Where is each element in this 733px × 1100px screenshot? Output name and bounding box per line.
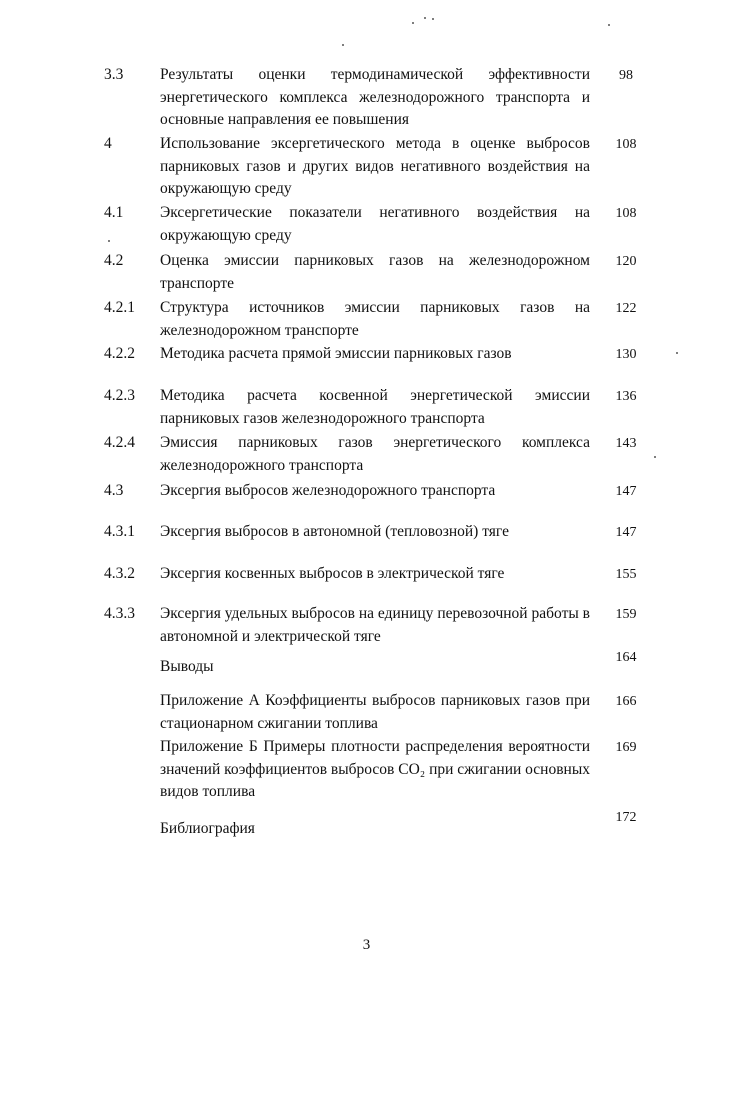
toc-entry-page: 108	[615, 206, 637, 221]
toc-entry-page: 136	[615, 389, 637, 404]
toc-entry-page: 130	[615, 347, 637, 362]
toc-entry-title: Оценка эмиссии парниковых газов на железнодорожном транспорте	[160, 252, 590, 292]
toc-entry-number: 4.3.3	[104, 605, 135, 622]
toc-entry-page: 143	[615, 436, 637, 451]
toc-entry-page: 169	[615, 740, 637, 755]
toc-entry-title: Эксергия выбросов железнодорожного транспорта	[160, 482, 496, 499]
scan-speck	[654, 456, 656, 458]
toc-entry-page: 147	[615, 484, 637, 499]
toc-entry-number: 4.1	[104, 204, 124, 221]
toc-entry-number: 4.2.3	[104, 387, 135, 404]
toc-entry-title: Методика расчета прямой эмиссии парниковых газов	[160, 345, 512, 362]
toc-entry-title: Библиография	[160, 820, 255, 837]
toc-entry-title: Эксергетические показатели негативного воздействия на окружающую среду	[160, 204, 590, 244]
toc-entry-page: 120	[615, 254, 637, 269]
toc-entry-number: 4.3.2	[104, 565, 135, 582]
toc-entry-page: 159	[615, 607, 637, 622]
scan-speck	[342, 44, 344, 46]
toc-entry-title: Результаты оценки термодинамической эффективности энергетического комплекса железнодорожного транспорта и основные направления ее повышения	[160, 66, 590, 128]
toc-entry-title: Структура источников эмиссии парниковых газов на железнодорожном транспорте	[160, 299, 590, 339]
toc-entry-page: 164	[615, 650, 637, 665]
toc-entry-title: Эксергия косвенных выбросов в электрической тяге	[160, 565, 505, 582]
toc-entry-title: Выводы	[160, 658, 214, 675]
scan-speck	[108, 240, 110, 242]
toc-entry-number: 4.2	[104, 252, 124, 269]
toc-entry-page: 108	[615, 137, 637, 152]
toc-entry-page: 166	[615, 694, 637, 709]
toc-entry-page: 98	[619, 68, 633, 83]
scan-speck	[424, 17, 426, 19]
toc-entry-title: Эксергия удельных выбросов на единицу перевозочной работы в автономной и электрической тяге	[160, 605, 590, 645]
toc-entry-number: 4.2.1	[104, 299, 135, 316]
page-number: 3	[362, 937, 371, 953]
toc-entry-page: 155	[615, 567, 637, 582]
toc-entry-page: 147	[615, 525, 637, 540]
toc-entry-number: 4.3	[104, 482, 124, 499]
toc-entry-title: Эмиссия парниковых газов энергетического комплекса железнодорожного транспорта	[160, 434, 590, 474]
toc-entry-title: Использование эксергетического метода в оценке выбросов парниковых газов и других видов негативного воздействия на окружающую среду	[160, 135, 590, 197]
scan-speck	[432, 18, 434, 20]
toc-entry-title: Приложение А Коэффициенты выбросов парниковых газов при стационарном сжигании топлива	[160, 692, 590, 732]
scan-speck	[412, 22, 414, 24]
toc-entry-page: 122	[615, 301, 637, 316]
toc-entry-number: 4	[104, 135, 112, 152]
toc-entry-page: 172	[615, 810, 637, 825]
toc-entry-title: Методика расчета косвенной энергетической эмиссии парниковых газов железнодорожного транспорта	[160, 387, 590, 427]
toc-entry-number: 4.3.1	[104, 523, 135, 540]
toc-entry-number: 4.2.4	[104, 434, 135, 451]
scan-speck	[608, 24, 610, 26]
toc-entry-number: 4.2.2	[104, 345, 135, 362]
scan-speck	[676, 352, 678, 354]
toc-entry-number: 3.3	[104, 66, 124, 83]
toc-entry-title: Эксергия выбросов в автономной (тепловозной) тяге	[160, 523, 509, 540]
toc-entry-title: Приложение Б Примеры плотности распределения вероятности значений коэффициентов выбросов CO₂ при сжигании основных видов топлива	[160, 738, 590, 800]
